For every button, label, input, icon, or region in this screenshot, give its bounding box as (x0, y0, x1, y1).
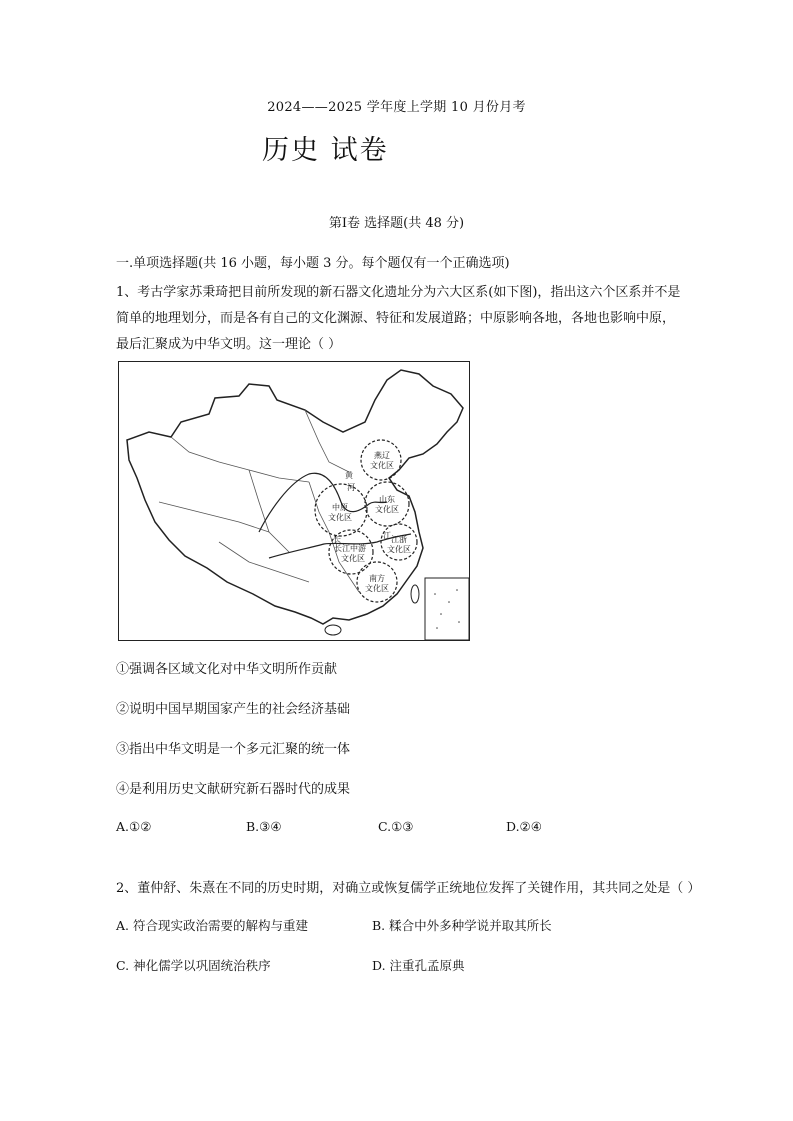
label-liaohe-2: 文化区 (370, 461, 394, 470)
q1-choice-b: B.③④ (246, 819, 282, 834)
q2-choice-d: D. 注重孔孟原典 (372, 958, 465, 973)
china-map-svg (119, 362, 469, 640)
label-river-jiang: 江 (383, 531, 391, 540)
q1-statement-3: ③指出中华文明是一个多元汇聚的统一体 (116, 742, 351, 757)
exam-title: 历史 试卷 (262, 135, 389, 166)
hainan-island (325, 625, 341, 635)
question-2-stem: 2、董仲舒、朱熹在不同的历史时期，对确立或恢复儒学正统地位发挥了关键作用，其共同之处是（ ） (116, 881, 701, 896)
taiwan-island (411, 585, 419, 603)
shandong-circle (365, 482, 409, 526)
label-changjiang-1: 长江中游 (334, 544, 366, 553)
q1-statement-1: ①强调各区域文化对中华文明所作贡献 (116, 662, 338, 677)
label-zhongyuan-1: 中原 (332, 503, 348, 512)
label-river-huang-1: 黄 (345, 471, 353, 480)
label-shandong-2: 文化区 (375, 505, 399, 514)
neolithic-culture-map (118, 361, 470, 641)
label-changjiang-2: 文化区 (341, 554, 365, 563)
q1-statement-4: ④是利用历史文献研究新石器时代的成果 (116, 782, 351, 797)
q2-choice-b: B. 糅合中外多种学说并取其所长 (372, 918, 552, 933)
q1-choice-c: C.①③ (378, 819, 414, 834)
label-shandong-1: 山东 (379, 495, 395, 504)
yellow-river (259, 473, 387, 532)
south-sea-inset (425, 578, 469, 640)
label-nanfang-1: 南方 (369, 574, 385, 583)
label-river-huang-2: 河 (347, 483, 355, 492)
label-jiangzhe-1: 江浙 (391, 535, 407, 544)
q2-choice-a: A. 符合现实政治需要的解构与重建 (116, 918, 308, 933)
label-zhongyuan-2: 文化区 (328, 513, 352, 522)
q1-choice-a: A.①② (116, 819, 152, 834)
liaohe-circle (361, 440, 401, 480)
label-jiangzhe-2: 文化区 (387, 545, 411, 554)
q2-choice-c: C. 神化儒学以巩固统治秩序 (116, 958, 271, 973)
section-title: 第Ⅰ卷 选择题(共 48 分) (328, 216, 465, 231)
q1-statement-2: ②说明中国早期国家产生的社会经济基础 (116, 702, 351, 717)
question-1-stem: 1、考古学家苏秉琦把目前所发现的新石器文化遗址分为六大区系(如下图)，指出这六个区系并不是简单的地理划分，而是各有自己的文化渊源、特征和发展道路；中原影响各地，各地也影响中原，最后汇聚成为中华文明。这一理论（ ） (116, 285, 681, 352)
label-nanfang-2: 文化区 (365, 584, 389, 593)
label-river-chang: 长 (333, 535, 341, 544)
q1-choice-d: D.②④ (506, 819, 542, 834)
part-instructions: 一.单项选择题(共 16 小题，每小题 3 分。每个题仅有一个正确选项) (116, 256, 510, 271)
label-liaohe-1: 燕辽 (374, 451, 390, 460)
exam-header: 2024——2025 学年度上学期 10 月份月考 (267, 100, 526, 115)
